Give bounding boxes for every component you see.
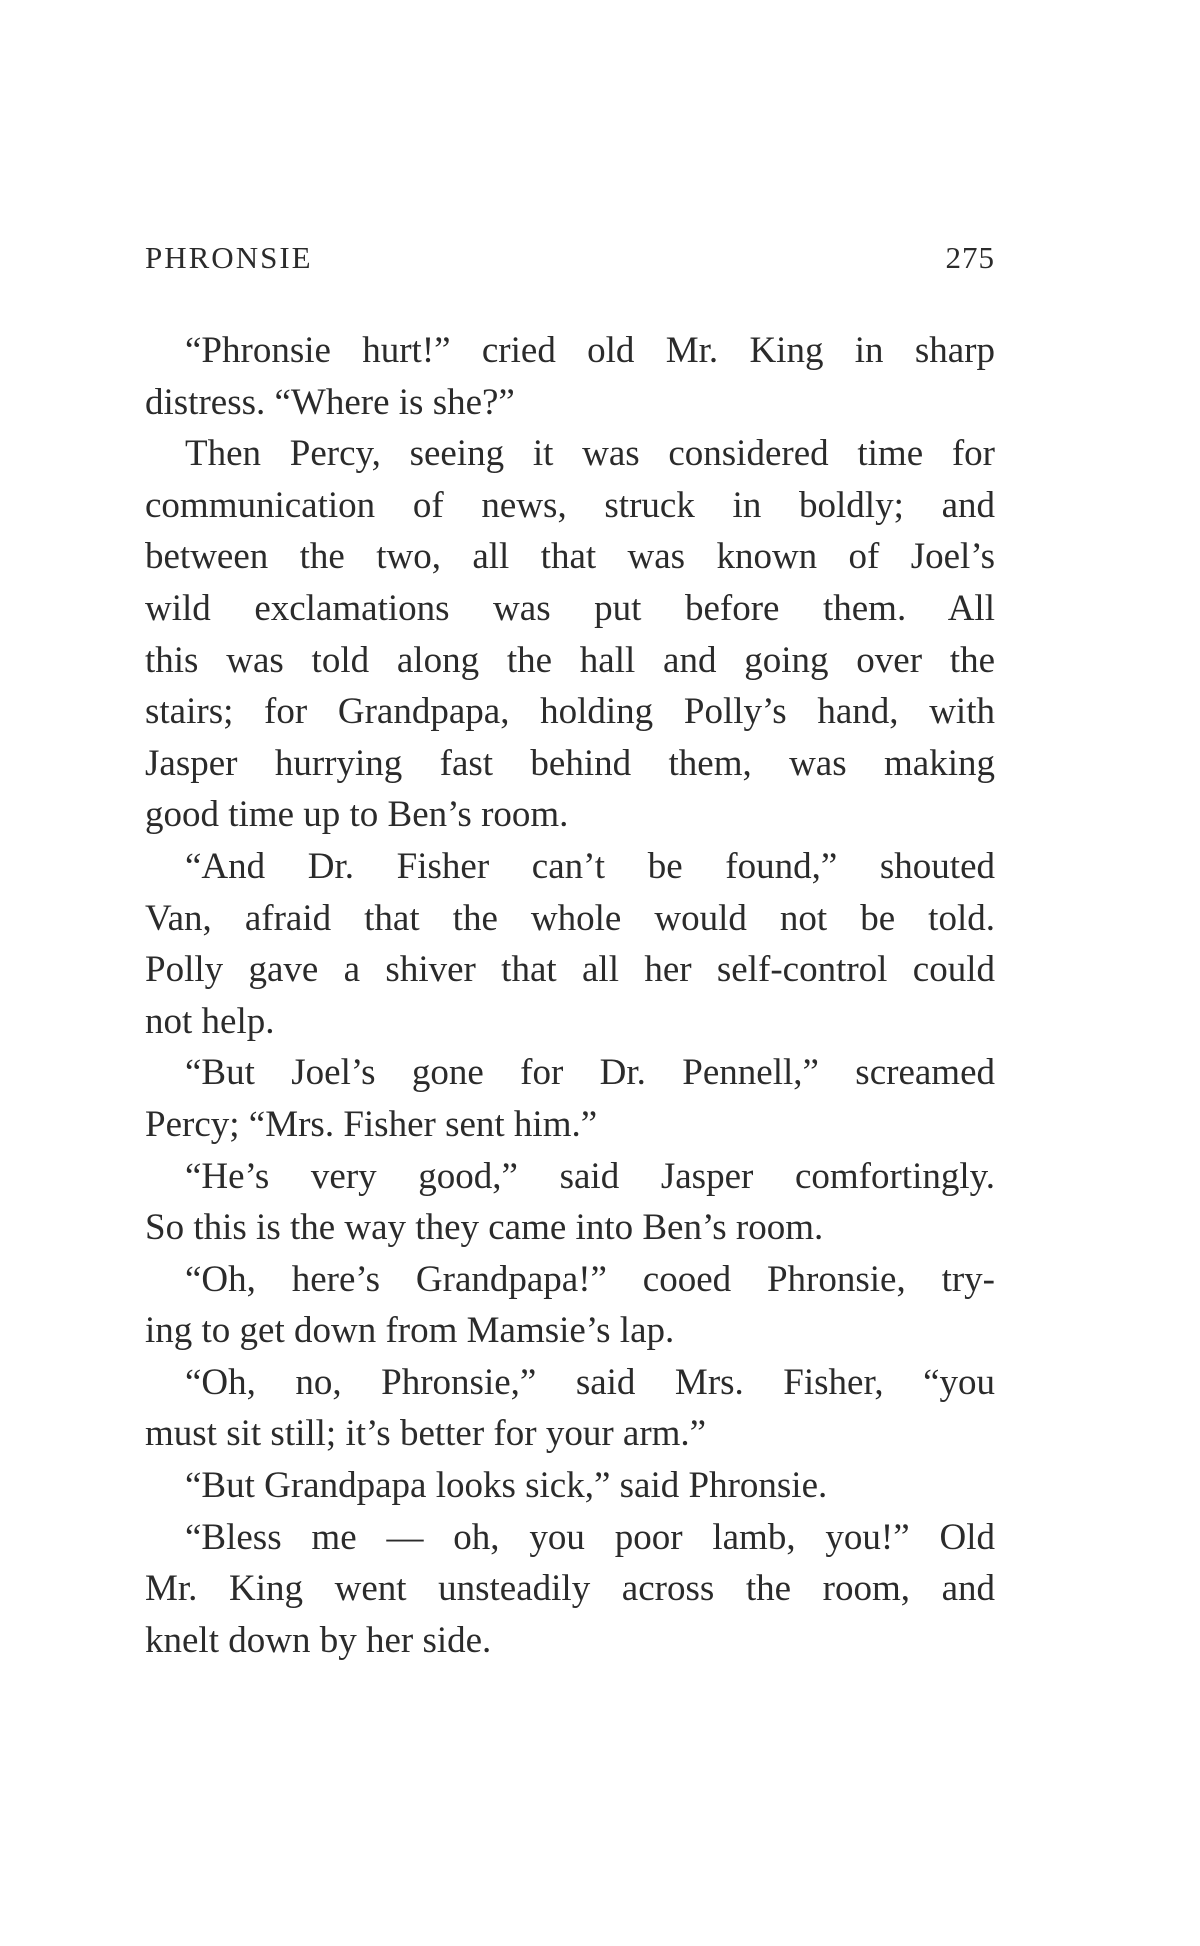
text-line: Jasper hurrying fast behind them, was making bbox=[145, 742, 995, 784]
text-line: stairs; for Grandpapa, holding Polly’s hand, with bbox=[145, 691, 995, 733]
paragraph bbox=[145, 1254, 995, 1357]
paragraph bbox=[145, 1512, 995, 1667]
text-line: good time up to Ben’s room. bbox=[145, 794, 569, 836]
text-line: “He’s very good,” said Jasper comfortingly. bbox=[185, 1155, 995, 1197]
text-line: Polly gave a shiver that all her self-control could bbox=[145, 949, 995, 991]
text-line: “Oh, no, Phronsie,” said Mrs. Fisher, “you bbox=[185, 1361, 995, 1403]
text-line: “But Joel’s gone for Dr. Pennell,” screamed bbox=[185, 1052, 995, 1094]
text-line: this was told along the hall and going over the bbox=[145, 639, 995, 681]
text-line: knelt down by her side. bbox=[145, 1619, 492, 1661]
paragraph bbox=[145, 428, 995, 841]
text-line: not help. bbox=[145, 1000, 275, 1042]
paragraph bbox=[145, 1151, 995, 1254]
text-line: Then Percy, seeing it was considered time for bbox=[185, 433, 995, 475]
text-line: wild exclamations was put before them. All bbox=[145, 587, 995, 629]
paragraph bbox=[145, 1047, 995, 1150]
text-line: Percy; “Mrs. Fisher sent him.” bbox=[145, 1103, 598, 1145]
text-line: between the two, all that was known of Joel’s bbox=[145, 536, 995, 578]
text-line: “Phronsie hurt!” cried old Mr. King in sharp bbox=[185, 330, 995, 371]
text-line: ing to get down from Mamsie’s lap. bbox=[145, 1310, 675, 1352]
running-head bbox=[145, 240, 995, 280]
text-line: “Bless me — oh, you poor lamb, you!” Old bbox=[185, 1516, 995, 1558]
text-line: must sit still; it’s better for your arm.” bbox=[145, 1413, 707, 1455]
text-line: communication of news, struck in boldly; and bbox=[145, 484, 995, 526]
running-title: PHRONSIE bbox=[145, 240, 313, 275]
paragraph bbox=[145, 1460, 995, 1512]
paragraph bbox=[145, 325, 995, 428]
text-line: “And Dr. Fisher can’t be found,” shouted bbox=[185, 845, 995, 887]
text-line: distress. “Where is she?” bbox=[145, 381, 515, 423]
body-text bbox=[145, 325, 995, 1666]
text-line: “Oh, here’s Grandpapa!” cooed Phronsie, try- bbox=[185, 1258, 995, 1300]
paragraph bbox=[145, 841, 995, 1047]
text-line: Mr. King went unsteadily across the room, and bbox=[145, 1568, 995, 1610]
paragraph bbox=[145, 1357, 995, 1460]
text-line: Van, afraid that the whole would not be told. bbox=[145, 897, 995, 939]
page-number: 275 bbox=[945, 240, 995, 275]
text-line: So this is the way they came into Ben’s room. bbox=[145, 1207, 824, 1249]
text-line: “But Grandpapa looks sick,” said Phronsie. bbox=[185, 1465, 828, 1507]
